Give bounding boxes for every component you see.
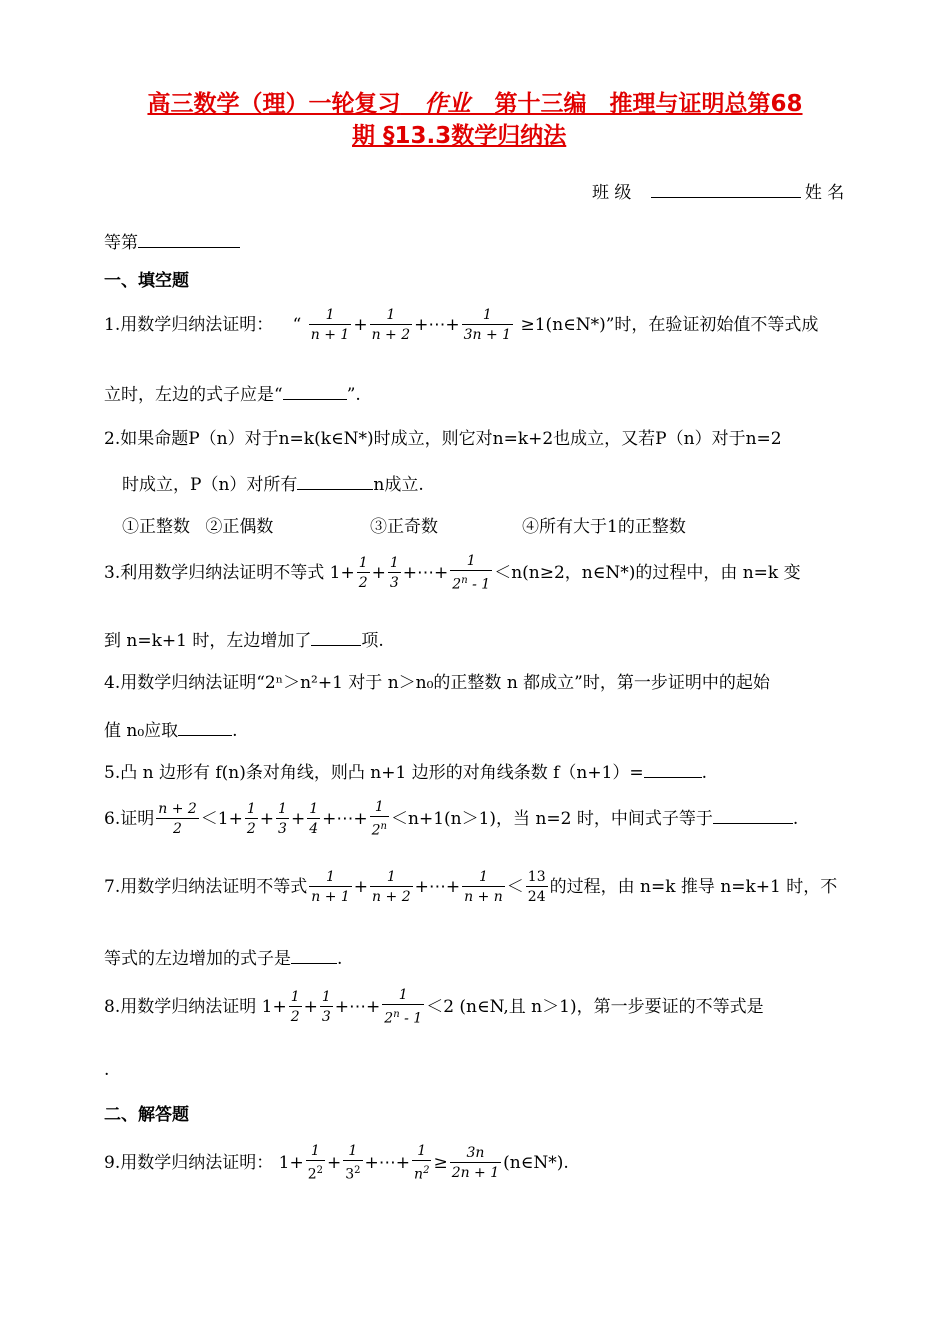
fraction: $\frac{1}{n + n}$: [464, 869, 503, 905]
fraction: $\frac{n + 2}{2}$: [158, 800, 197, 837]
q7-text-after: 的过程，由 n=k 推导 n=k+1 时，不: [549, 877, 838, 897]
fraction: $\frac{1}{4}$: [309, 800, 319, 837]
question-4: 4.用数学归纳法证明“2ⁿ＞n²+1 对于 n＞n₀的正整数 n 都成立”时，第一步证明中的起始: [104, 673, 770, 693]
q3-answer-blank[interactable]: [311, 629, 361, 646]
q7-line2: 等式的左边增加的式子是: [104, 949, 291, 969]
q6-text: 6.证明: [104, 808, 155, 829]
question-5: [104, 758, 707, 783]
fraction: $\frac{1}{n^2}$: [414, 1143, 430, 1183]
q2-line2: 时成立，P（n）对所有: [122, 475, 298, 495]
section-solve-heading: 二、解答题: [104, 1105, 189, 1125]
q7-line2-end: .: [337, 949, 343, 969]
q2-answer-blank[interactable]: [297, 473, 373, 490]
section-fill-heading: 一、填空题: [104, 271, 189, 291]
fraction: $\frac{1}{3}$: [278, 800, 287, 837]
q3-text: 3.利用数学归纳法证明不等式 1+: [104, 562, 355, 583]
fraction: $\frac{1}{n + 1}$: [310, 307, 350, 343]
q6-answer-blank[interactable]: [713, 807, 793, 824]
q1-quote: “: [292, 315, 302, 335]
q2-option-2: ②正偶数: [205, 517, 274, 537]
fraction: $\frac{1}{2^n}$: [371, 799, 387, 839]
q5-end: .: [701, 763, 708, 783]
fraction: $\frac{3n}{2n + 1}$: [451, 1144, 500, 1181]
q4-answer-blank[interactable]: [178, 719, 232, 736]
q4-line2: 值 n₀应取: [104, 721, 179, 741]
q1-answer-blank[interactable]: [283, 383, 347, 400]
fraction: $\frac{1}{2^2}$: [307, 1143, 323, 1183]
question-7-line2: [104, 944, 342, 969]
q1-text: 1.用数学归纳法证明：: [104, 315, 274, 335]
question-4-line2: [104, 716, 238, 741]
question-1-line2: [104, 380, 361, 405]
q7-text: 7.用数学归纳法证明不等式: [104, 877, 308, 897]
name-label: 姓 名: [804, 183, 845, 203]
question-2: 2.如果命题P（n）对于n=k(k∈N*)时成立，则它对n=k+2也成立，又若P（n）对于n=2: [104, 429, 782, 449]
fraction: $\frac{1}{n + 2}$: [372, 869, 411, 905]
title-part2: 作业: [424, 91, 471, 117]
fraction: $\frac{13}{24}$: [527, 869, 546, 905]
page-title: [0, 88, 950, 120]
title-line2: 期 §13.3数学归纳法: [352, 123, 567, 149]
q2-option-1: ①正整数: [122, 517, 190, 537]
question-2-line2: [122, 470, 424, 495]
q3-text-after: ＜n(n≥2，n∈N*)的过程中，由 n=k 变: [494, 562, 801, 583]
fraction: $\frac{1}{n + 1}$: [311, 869, 350, 905]
grade-label: 等第: [104, 233, 138, 253]
fraction: $\frac{1}{2}$: [246, 800, 256, 837]
question-7: 7.用数学归纳法证明不等式 $\frac{1}{n + 1}$ + $\frac{1}{n + 2}$ +⋯+ $\frac{1}{n + n}$ ＜ $\frac{13}{24}$ 的过程，由 n=k 推导 n=k+1 时，不: [104, 869, 838, 905]
fraction: $\frac{1}{3}$: [321, 988, 331, 1025]
question-8: 8.用数学归纳法证明 1+ $\frac{1}{2}$ + $\frac{1}{3}$ +⋯+ $\frac{1}{2^n - 1}$ ＜2 (n∈N,且 n＞1)，第一步要证的不等式是: [104, 987, 764, 1027]
fraction: $\frac{1}{2}$: [358, 554, 368, 591]
grade-row: [104, 228, 240, 253]
q3-line2: 到 n=k+1 时，左边增加了: [104, 631, 312, 651]
fraction: $\frac{1}{3n + 1}$: [463, 307, 512, 343]
q1-line2: 立时，左边的式子应是“: [104, 385, 283, 405]
fraction: $\frac{1}{3}$: [389, 554, 399, 591]
fraction: $\frac{1}{3^2}$: [345, 1143, 361, 1183]
q1-text-after: ≥1(n∈N*)”时，在验证初始值不等式成: [520, 315, 819, 335]
q1-line2-end: ”.: [346, 385, 361, 405]
q8-text-after: ＜2 (n∈N,且 n＞1)，第一步要证的不等式是: [426, 996, 764, 1017]
fraction: $\frac{1}{2^n - 1}$: [384, 987, 423, 1027]
q9-text: 9.用数学归纳法证明： 1+: [104, 1152, 304, 1173]
question-3: 3.利用数学归纳法证明不等式 1+ $\frac{1}{2}$ + $\frac{1}{3}$ +⋯+ $\frac{1}{2^n - 1}$ ＜n(n≥2，n∈N*)的过程中，由 n=k 变: [104, 553, 801, 593]
q6-end: .: [792, 808, 799, 829]
question-6: 6.证明 $\frac{n + 2}{2}$ ＜1+ $\frac{1}{2}$ + $\frac{1}{3}$ + $\frac{1}{4}$ +⋯+ $\frac{1}{2^n}$ ＜n+1(n＞1)，当 n=2 时，中间式子等于 .: [104, 799, 799, 839]
q3-line2-end: 项.: [361, 631, 384, 651]
question-8-line2: .: [104, 1060, 110, 1080]
question-3-line2: [104, 626, 384, 651]
q5-text: 5.凸 n 边形有 f(n)条对角线，则凸 n+1 边形的对角线条数 f（n+1）=: [104, 763, 644, 783]
q8-text: 8.用数学归纳法证明 1+: [104, 996, 287, 1017]
question-2-options: [122, 512, 686, 537]
grade-field[interactable]: [138, 231, 240, 248]
title-part3: 第十三编 推理与证明总第68: [494, 91, 803, 117]
class-field[interactable]: [651, 181, 801, 198]
class-label: 班 级: [592, 183, 632, 203]
q2-option-3: ③正奇数: [370, 517, 438, 537]
fraction: $\frac{1}{n + 2}$: [371, 307, 411, 343]
question-1: 1.用数学归纳法证明： “ $\frac{1}{n + 1}$ + $\frac{1}{n + 2}$ +⋯+ $\frac{1}{3n + 1}$ ≥1(n∈N*)”时，在验证初始值不等式成: [104, 307, 819, 343]
q7-answer-blank[interactable]: [291, 947, 337, 964]
title-part1: 高三数学（理）一轮复习: [147, 91, 401, 117]
class-name-row: [592, 178, 844, 203]
page-subtitle: [352, 120, 566, 152]
q4-line2-end: .: [232, 721, 238, 741]
q5-answer-blank[interactable]: [644, 761, 702, 778]
q2-line2-end: n成立.: [373, 475, 424, 495]
q9-text-after: (n∈N*).: [503, 1152, 569, 1173]
q2-option-4: ④所有大于1的正整数: [522, 517, 686, 537]
q6-mid: ＜1+: [200, 808, 243, 829]
question-9: 9.用数学归纳法证明： 1+ $\frac{1}{2^2}$ + $\frac{1}{3^2}$ +⋯+ $\frac{1}{n^2}$ ≥ $\frac{3n}{2n + 1}$ (n∈N*).: [104, 1143, 569, 1183]
q6-text-after: ＜n+1(n＞1)，当 n=2 时，中间式子等于: [391, 808, 713, 829]
fraction: $\frac{1}{2}$: [290, 988, 300, 1025]
fraction: $\frac{1}{2^n - 1}$: [452, 553, 491, 593]
